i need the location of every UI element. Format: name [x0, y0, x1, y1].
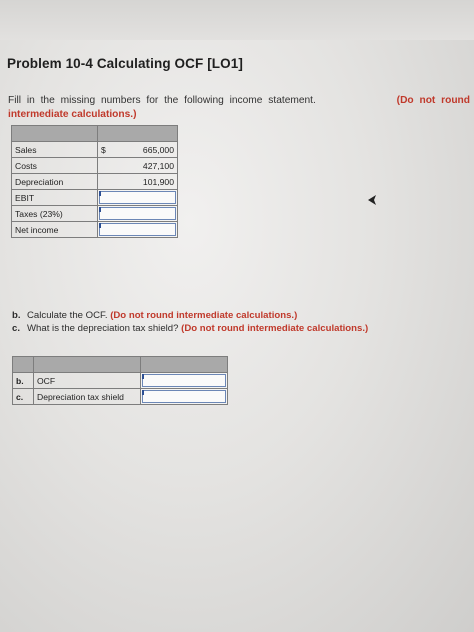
question-note: (Do not round intermediate calculations.)	[110, 310, 298, 321]
table-row	[12, 206, 178, 222]
table-row	[12, 174, 178, 190]
table-row	[12, 222, 178, 238]
table-row	[13, 373, 228, 389]
table-row	[12, 142, 178, 158]
net-income-input[interactable]	[98, 222, 178, 238]
row-label: Depreciation	[12, 174, 98, 190]
depreciation-tax-shield-input[interactable]	[141, 389, 228, 405]
row-label: Depreciation tax shield	[34, 389, 141, 405]
row-label: Costs	[12, 158, 98, 174]
instructions-note: (Do not round	[396, 95, 470, 106]
question-letter: c.	[12, 323, 21, 334]
currency-symbol	[98, 158, 112, 174]
page-title: Problem 10-4 Calculating OCF [LO1]	[7, 56, 243, 71]
taxes-input[interactable]	[98, 206, 178, 222]
row-value: 665,000	[111, 142, 178, 158]
answers-table	[12, 356, 228, 405]
question-text: What is the depreciation tax shield?	[27, 323, 179, 334]
row-label: Net income	[12, 222, 98, 238]
question-text: Calculate the OCF.	[27, 310, 108, 321]
questions	[12, 309, 368, 335]
row-value: 427,100	[111, 158, 178, 174]
income-statement-table	[11, 125, 178, 238]
top-bar	[0, 0, 474, 40]
currency-symbol	[98, 174, 112, 190]
row-value: 101,900	[111, 174, 178, 190]
instructions-note-cont: intermediate calculations.)	[8, 109, 137, 120]
table-header	[12, 126, 178, 142]
row-label: OCF	[34, 373, 141, 389]
table-header	[13, 357, 228, 373]
table-row	[12, 158, 178, 174]
instructions-text: Fill in the missing numbers for the following income statement.	[8, 95, 316, 106]
row-label: Sales	[12, 142, 98, 158]
question-b	[12, 309, 368, 322]
ebit-input[interactable]	[98, 190, 178, 206]
ocf-input[interactable]	[141, 373, 228, 389]
row-letter: b.	[13, 373, 34, 389]
row-label: EBIT	[12, 190, 98, 206]
instructions	[8, 94, 470, 122]
row-letter: c.	[13, 389, 34, 405]
question-c	[12, 322, 368, 335]
question-note: (Do not round intermediate calculations.)	[181, 323, 369, 334]
row-label: Taxes (23%)	[12, 206, 98, 222]
question-letter: b.	[12, 310, 21, 321]
table-row	[13, 389, 228, 405]
currency-symbol: $	[98, 142, 112, 158]
table-row	[12, 190, 178, 206]
mouse-cursor-icon	[367, 194, 377, 206]
